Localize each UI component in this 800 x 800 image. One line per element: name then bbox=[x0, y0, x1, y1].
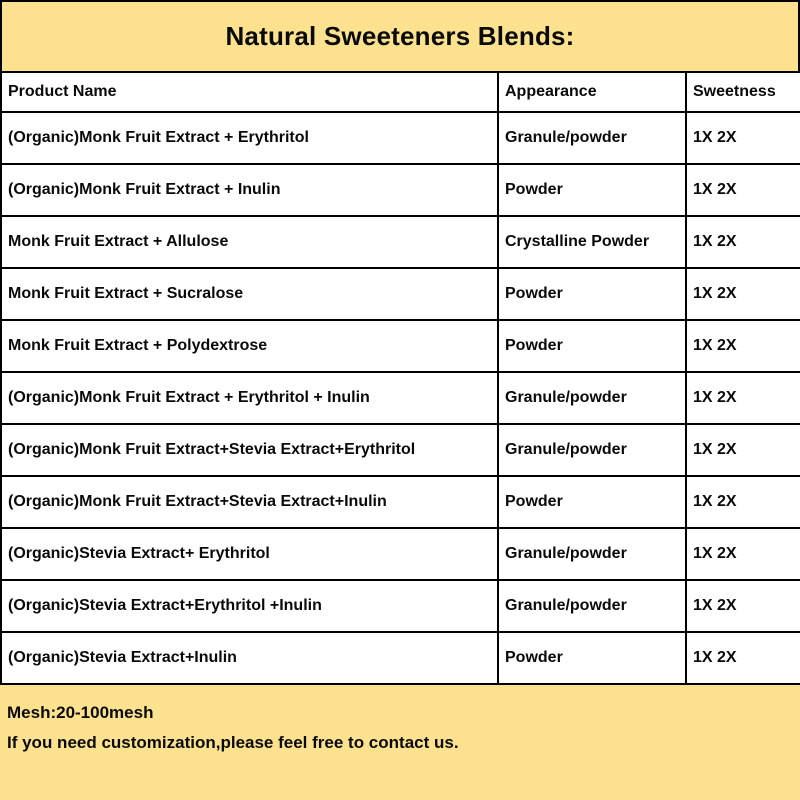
product-name-cell: (Organic)Monk Fruit Extract+Stevia Extract+Inulin bbox=[1, 476, 498, 528]
mesh-info: Mesh:20-100mesh bbox=[7, 703, 154, 722]
appearance-cell: Crystalline Powder bbox=[498, 216, 686, 268]
table-row bbox=[1, 476, 800, 528]
product-name-cell: (Organic)Stevia Extract+ Erythritol bbox=[1, 528, 498, 580]
col-header-sweetness: Sweetness bbox=[686, 72, 800, 112]
product-name-cell: (Organic)Stevia Extract+Inulin bbox=[1, 632, 498, 684]
sweetness-cell: 1X 2X bbox=[686, 320, 800, 372]
sweetness-cell: 1X 2X bbox=[686, 112, 800, 164]
table-body bbox=[1, 112, 800, 684]
product-name-cell: Monk Fruit Extract + Allulose bbox=[1, 216, 498, 268]
customization-note: If you need customization,please feel free to contact us. bbox=[7, 733, 459, 752]
appearance-cell: Powder bbox=[498, 320, 686, 372]
appearance-cell: Granule/powder bbox=[498, 580, 686, 632]
appearance-cell: Granule/powder bbox=[498, 528, 686, 580]
sweetness-cell: 1X 2X bbox=[686, 216, 800, 268]
col-header-appearance: Appearance bbox=[498, 72, 686, 112]
appearance-cell: Granule/powder bbox=[498, 372, 686, 424]
appearance-cell: Powder bbox=[498, 476, 686, 528]
footer bbox=[0, 685, 800, 800]
sweetness-cell: 1X 2X bbox=[686, 528, 800, 580]
page-title: Natural Sweeteners Blends: bbox=[225, 21, 575, 51]
table-row bbox=[1, 372, 800, 424]
table-row bbox=[1, 528, 800, 580]
product-name-cell: (Organic)Monk Fruit Extract + Inulin bbox=[1, 164, 498, 216]
products-table bbox=[0, 71, 800, 685]
product-name-cell: Monk Fruit Extract + Polydextrose bbox=[1, 320, 498, 372]
appearance-cell: Powder bbox=[498, 164, 686, 216]
sweetness-cell: 1X 2X bbox=[686, 476, 800, 528]
sweetness-cell: 1X 2X bbox=[686, 372, 800, 424]
table-row bbox=[1, 424, 800, 476]
product-name-cell: (Organic)Monk Fruit Extract+Stevia Extract+Erythritol bbox=[1, 424, 498, 476]
table-row bbox=[1, 112, 800, 164]
sweetness-cell: 1X 2X bbox=[686, 424, 800, 476]
table-row bbox=[1, 268, 800, 320]
appearance-cell: Powder bbox=[498, 268, 686, 320]
table-row bbox=[1, 320, 800, 372]
product-name-cell: Monk Fruit Extract + Sucralose bbox=[1, 268, 498, 320]
product-name-cell: (Organic)Monk Fruit Extract + Erythritol bbox=[1, 112, 498, 164]
table-header-row bbox=[1, 72, 800, 112]
product-name-cell: (Organic)Monk Fruit Extract + Erythritol + Inulin bbox=[1, 372, 498, 424]
title-banner bbox=[0, 0, 800, 73]
table-row bbox=[1, 164, 800, 216]
sweetness-cell: 1X 2X bbox=[686, 164, 800, 216]
sweetness-cell: 1X 2X bbox=[686, 632, 800, 684]
table-row bbox=[1, 216, 800, 268]
appearance-cell: Granule/powder bbox=[498, 112, 686, 164]
table-row bbox=[1, 580, 800, 632]
appearance-cell: Granule/powder bbox=[498, 424, 686, 476]
appearance-cell: Powder bbox=[498, 632, 686, 684]
table-row bbox=[1, 632, 800, 684]
product-name-cell: (Organic)Stevia Extract+Erythritol +Inulin bbox=[1, 580, 498, 632]
col-header-product-name: Product Name bbox=[1, 72, 498, 112]
sweetness-cell: 1X 2X bbox=[686, 268, 800, 320]
sweetness-cell: 1X 2X bbox=[686, 580, 800, 632]
